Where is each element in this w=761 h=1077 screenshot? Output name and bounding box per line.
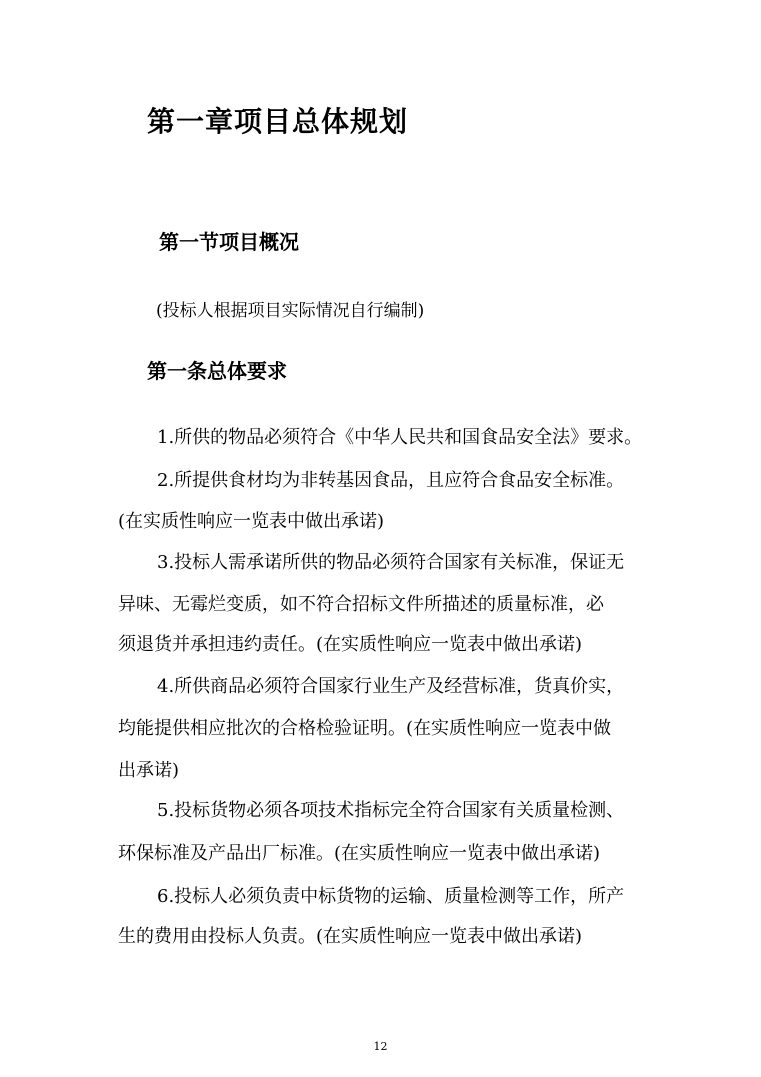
body-line-7: 4.所供商品必须符合国家行业生产及经营标准，货真价实， <box>157 676 625 697</box>
body-line-9: 出承诺) <box>118 760 180 781</box>
body-line-10: 5.投标货物必须各项技术指标完全符合国家有关质量检测、 <box>157 800 625 821</box>
body-line-8: 均能提供相应批次的合格检验证明。(在实质性响应一览表中做 <box>118 718 612 739</box>
body-line-13: 生的费用由投标人负责。(在实质性响应一览表中做出承诺) <box>118 926 583 947</box>
article-title: 第一条总体要求 <box>147 359 287 383</box>
section-note: (投标人根据项目实际情况自行编制) <box>156 301 425 321</box>
body-line-11: 环保标准及产品出厂标准。(在实质性响应一览表中做出承诺) <box>118 843 601 864</box>
section-title: 第一节项目概况 <box>159 230 299 254</box>
body-line-12: 6.投标人必须负责中标货物的运输、质量检测等工作，所产 <box>157 886 625 907</box>
body-line-5: 异味、无霉烂变质，如不符合招标文件所描述的质量标准，必 <box>118 594 604 615</box>
chapter-title: 第一章项目总体规划 <box>147 105 409 138</box>
body-line-6: 须退货并承担违约责任。(在实质性响应一览表中做出承诺) <box>118 634 583 655</box>
page-number: 12 <box>373 1040 388 1053</box>
body-line-1: 1.所供的物品必须符合《中华人民共和国食品安全法》要求。 <box>157 427 643 448</box>
body-line-2: 2.所提供食材均为非转基因食品，且应符合食品安全标准。 <box>157 470 625 491</box>
body-line-4: 3.投标人需承诺所供的物品必须符合国家有关标准，保证无 <box>157 552 625 573</box>
body-line-3: (在实质性响应一览表中做出承诺) <box>118 511 385 532</box>
